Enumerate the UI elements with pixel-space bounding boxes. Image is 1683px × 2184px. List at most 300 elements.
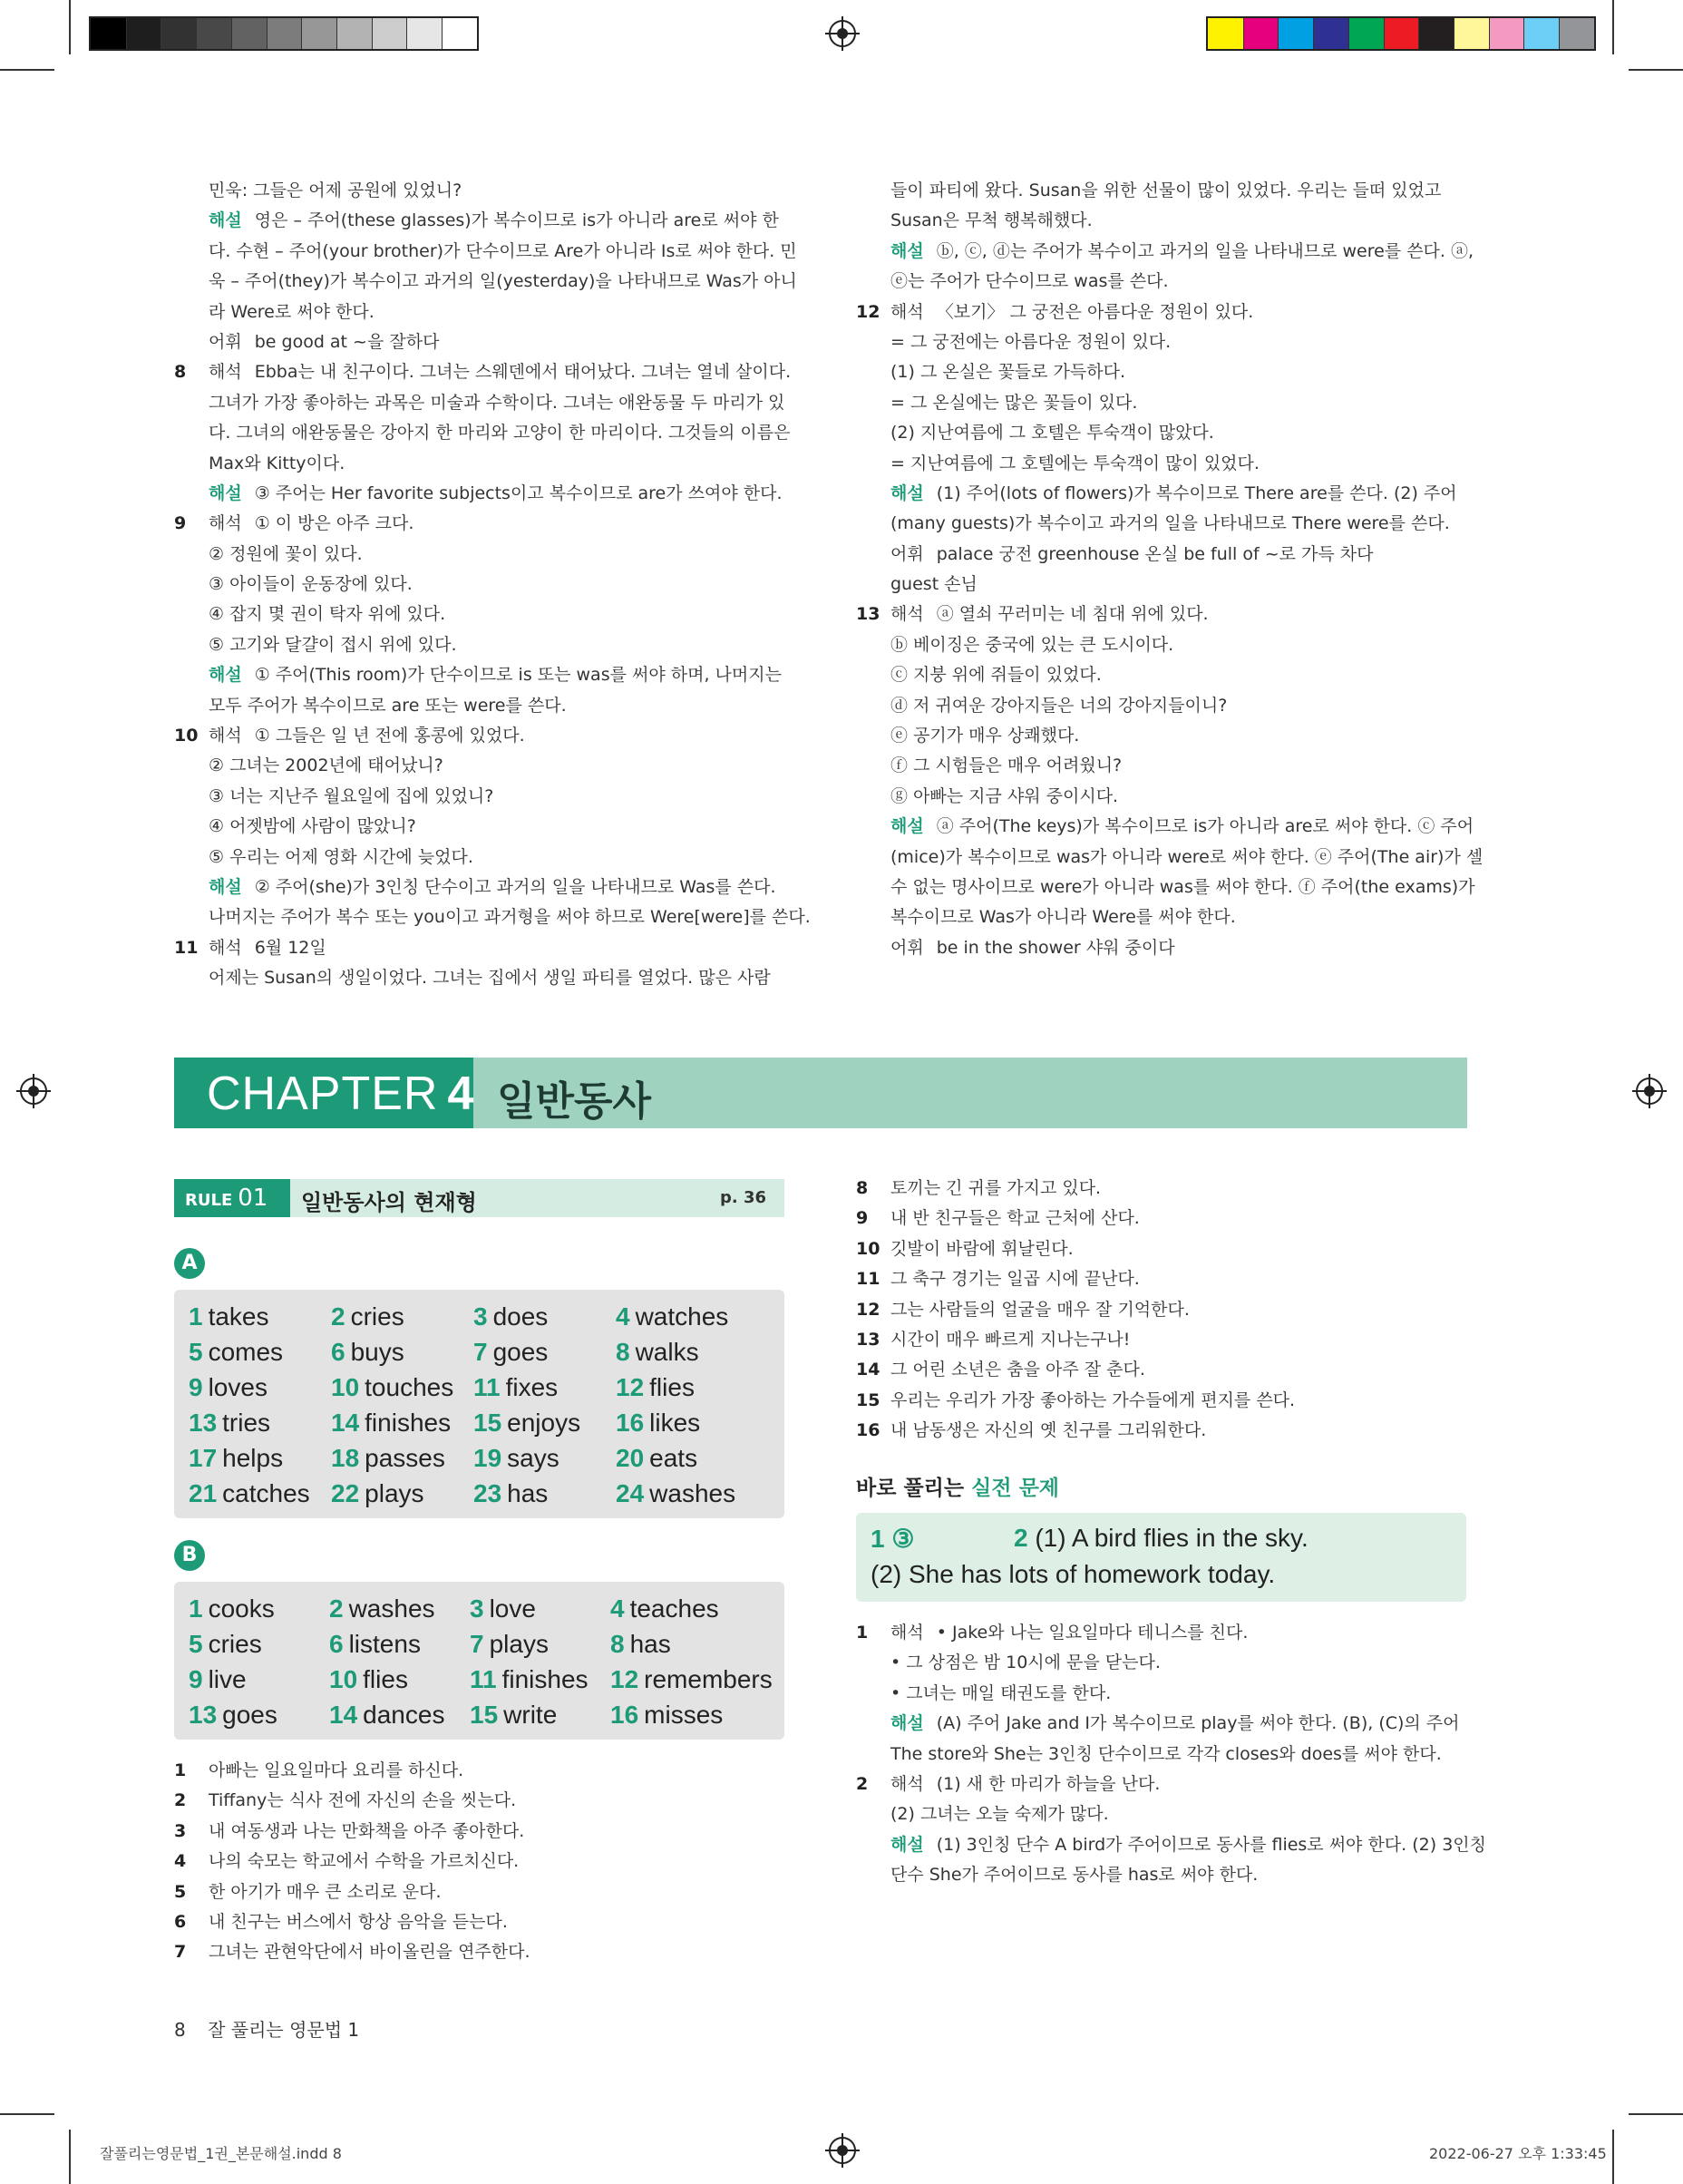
answer-number: 1 [189,1302,203,1331]
translation-line [174,1756,791,1786]
text-line [856,721,1473,751]
item-number: 6 [174,1911,187,1932]
answer-number: 10 [331,1373,360,1401]
translation-line [174,1847,791,1877]
translation-label: 해석 [209,362,242,383]
line-text: 내 반 친구들은 학교 근처에 산다. [890,1208,1140,1229]
book-title: 잘 풀리는 영문법 1 [208,2019,360,2041]
line-text: ③ 너는 지난주 월요일에 집에 있었니? [209,785,494,806]
answer-number: 16 [610,1701,639,1729]
translation-label: 해석 [890,604,924,625]
answer-cell [616,1334,758,1370]
color-swatch [406,18,442,49]
text-line [856,873,1473,902]
line-text: palace 궁전 greenhouse 온실 be full of ~로 가득 차다 [936,543,1374,564]
answer-number: 7 [473,1338,488,1366]
line-text: (many guests)가 복수이고 과거의 일을 나타내므로 There were를 쓴다. [890,513,1450,534]
registration-mark-bottom [829,2137,856,2164]
line-text: 라 Were로 써야 한다. [209,301,375,322]
rule-page-ref: p. 36 [719,1188,766,1207]
translation-label: 해석 [209,726,242,746]
text-line [174,267,797,297]
answer-word: live [208,1665,247,1693]
line-text: 다. 그녀의 애완동물은 강아지 한 마리와 고양이 한 마리이다. 그것들의 이름은 [209,423,791,444]
item-number: 2 [856,1773,869,1794]
text-line [174,902,811,932]
answer-cell [189,1476,331,1511]
answer-number: 15 [470,1701,499,1729]
line-text: 〈보기〉 그 궁전은 아름다운 정원이 있다. [936,301,1254,322]
color-swatch [1313,18,1348,49]
translation-line [856,1174,1473,1204]
line-text: (1) 주어(lots of flowers)가 복수이므로 There are를 쓴다. (2) 주어 [936,483,1457,503]
line-text: = 지난여름에 그 호텔에는 투숙객이 많이 있었다. [890,453,1260,473]
answer-cell [473,1405,616,1440]
text-line [856,1830,1486,1860]
color-swatch [1523,18,1559,49]
answer-cell [331,1334,473,1370]
item-number: 11 [174,937,199,958]
answer-number: 8 [616,1338,630,1366]
color-swatch [1559,18,1594,49]
text-line [856,660,1473,690]
text-line [174,176,791,206]
rule-header [174,1179,784,1217]
line-text: Tiffany는 식사 전에 자신의 손을 씻는다. [209,1790,517,1811]
line-text: ⓒ 지붕 위에 쥐들이 있었다. [890,665,1102,686]
chapter-title: 일반동사 [497,1078,652,1125]
vocab-label: 어휘 [209,331,242,352]
text-line [174,691,791,721]
color-swatch [231,18,267,49]
translation-line [856,1264,1473,1294]
explanation-label: 해설 [209,876,242,897]
answer-cell [610,1697,764,1732]
text-line [174,721,791,751]
text-line [856,1679,1473,1709]
translation-line [856,1325,1473,1355]
line-text: 민욱: 그들은 어제 공원에 있었니? [209,180,462,200]
text-line [856,1709,1473,1739]
answer-word: passes [365,1444,445,1472]
color-swatch [442,18,477,49]
line-text: ③ 아이들이 운동장에 있다. [209,574,413,595]
translation-line [856,1416,1473,1446]
text-line [856,509,1473,539]
answer-cell [189,1662,329,1697]
answer-word: has [507,1479,549,1507]
answer-word: cries [350,1302,404,1331]
answer-cell [331,1440,473,1476]
answer-number: 17 [189,1444,218,1472]
line-text: 모두 주어가 복수이므로 are 또는 were를 쓴다. [209,695,567,716]
line-text: ⓐ 열쇠 꾸러미는 네 침대 위에 있다. [936,604,1209,625]
answer-number: 22 [331,1479,360,1507]
text-line [174,479,791,509]
answer-cell [189,1626,329,1662]
answer-number: 8 [610,1630,625,1658]
answer-cell [329,1591,470,1626]
answer-number: 4 [610,1594,625,1623]
explanation-label: 해설 [890,240,924,261]
line-text: = 그 궁전에는 아름다운 정원이 있다. [890,331,1172,352]
line-text: (2) 그녀는 오늘 숙제가 많다. [890,1804,1109,1825]
color-swatch [1384,18,1419,49]
translation-line [174,1817,791,1847]
line-text: Susan은 무척 행복해했다. [890,210,1093,231]
registration-mark-right [1636,1077,1663,1105]
line-text: 그 축구 경기는 일곱 시에 끝난다. [890,1269,1140,1290]
text-line [174,388,791,418]
line-text: 6월 12일 [254,937,326,958]
line-text: ⓐ 주어(The keys)가 복수이므로 is가 아니라 are로 써야 한다. ⓒ 주어 [936,816,1474,837]
line-text: (A) 주어 Jake and I가 복수이므로 play를 써야 한다. (B), (C)의 주어 [936,1713,1460,1734]
text-line [174,418,791,448]
explanation-label: 해설 [890,1834,924,1855]
answer-number: 3 [470,1594,484,1623]
line-text: Max와 Kitty이다. [209,453,345,473]
text-line [856,812,1473,842]
answer-word: likes [649,1409,701,1437]
item-number: 10 [856,1238,880,1259]
text-line [856,1740,1473,1770]
answer-word: touches [365,1373,454,1401]
line-text: 시간이 매우 빠르게 지나는구나! [890,1329,1131,1350]
line-text: (2) 지난여름에 그 호텔은 투숙객이 많았다. [890,423,1214,444]
item-number: 1 [856,1623,869,1643]
translation-label: 해석 [890,1773,924,1794]
text-line [174,782,791,812]
item-number: 14 [856,1360,880,1380]
answer-cell [470,1662,610,1697]
answer-word: says [507,1444,559,1472]
answer-word: teaches [629,1594,719,1623]
text-line [856,843,1484,873]
answer-word: finishes [501,1665,589,1693]
line-text: 들이 파티에 왔다. Susan을 위한 선물이 많이 있었다. 우리는 들떠 있었고 [890,180,1442,200]
color-swatch [1418,18,1454,49]
text-line [174,963,791,993]
text-line [174,751,791,781]
text-line [856,388,1473,418]
color-bar [1206,16,1596,51]
section-a-answers [174,1290,784,1518]
line-text: 깃발이 바람에 휘날린다. [890,1238,1074,1259]
text-line [856,206,1473,236]
answer-cell [329,1662,470,1697]
rule-title: 일반동사의 현재형 [301,1190,477,1215]
line-text: (mice)가 복수이므로 was가 아니라 were로 써야 한다. ⓔ 주어(The air)가 셀 [890,846,1484,867]
line-text: 내 친구는 버스에서 항상 음악을 듣는다. [209,1911,508,1932]
answer-number: 6 [329,1630,344,1658]
answer-cell [331,1299,473,1334]
text-line [174,357,791,387]
answer-word: buys [350,1338,404,1366]
answer-cell [610,1662,773,1697]
answer-cell [473,1370,616,1405]
answer-word: takes [208,1302,269,1331]
answer-number: 12 [610,1665,639,1693]
line-text: Ebba는 내 친구이다. 그녀는 스웨덴에서 태어났다. 그녀는 열네 살이다. [254,362,792,383]
answer-cell [616,1370,758,1405]
explanation-label: 해설 [209,665,242,686]
answer-word: remembers [644,1665,773,1693]
b-translations-left [174,1756,791,1968]
translation-line [174,1877,791,1907]
translation-label: 해석 [209,937,242,958]
text-line [174,630,791,660]
answer-number: 3 [473,1302,488,1331]
line-text: ① 주어(This room)가 단수이므로 is 또는 was를 써야 하며, 나머지는 [254,665,782,686]
text-line [856,237,1473,267]
item-number: 13 [856,1329,880,1350]
answer-cell [473,1440,616,1476]
translation-line [856,1386,1473,1416]
item-number: 9 [174,513,187,534]
text-line [856,1648,1473,1678]
line-text: be good at ~을 잘하다 [254,331,440,352]
text-line [174,660,791,690]
line-text: ⓔ 공기가 매우 상쾌했다. [890,726,1080,746]
text-line [856,600,1473,629]
line-text: ① 그들은 일 년 전에 홍콩에 있었다. [254,726,525,746]
color-swatch [1278,18,1313,49]
line-text: ⑤ 고기와 달걀이 접시 위에 있다. [209,634,457,655]
grayscale-bar [89,16,479,51]
answer-cell [189,1405,331,1440]
answer-number: 21 [189,1479,218,1507]
text-line [174,600,791,629]
answer-cell [189,1440,331,1476]
answer-cell [329,1626,470,1662]
line-text: guest 손님 [890,574,978,595]
color-swatch [301,18,336,49]
text-line [856,1860,1473,1890]
answer-number: 20 [616,1444,645,1472]
section-b-marker: B [174,1540,205,1571]
color-swatch [336,18,372,49]
answer-word: enjoys [507,1409,581,1437]
color-swatch [1348,18,1384,49]
answer-cell [470,1591,610,1626]
page-footer [174,2015,359,2042]
text-line [174,570,791,600]
text-line [856,1799,1473,1829]
answer-cell [616,1476,758,1511]
chapter-label: CHAPTER 4 [207,1068,475,1120]
text-line [856,570,1473,600]
item-number: 9 [856,1208,869,1229]
item-number: 11 [856,1269,880,1290]
explanation-label: 해설 [209,483,242,503]
translation-line [856,1295,1473,1325]
translation-line [856,1204,1473,1233]
line-text: ③ 주어는 Her favorite subjects이고 복수이므로 are가 쓰여야 한다. [254,483,783,503]
explanation-label: 해설 [209,210,242,231]
answer-number: 13 [189,1701,218,1729]
chapter-number: 4 [447,1068,475,1120]
color-swatch [126,18,161,49]
registration-mark-left [20,1077,47,1105]
vocab-label: 어휘 [890,937,924,958]
line-text: ⑤ 우리는 어제 영화 시간에 늦었다. [209,846,473,867]
color-swatch [1454,18,1489,49]
item-number: 7 [174,1942,187,1963]
registration-mark-top [829,20,856,47]
answer-number: 2 [331,1302,345,1331]
color-swatch [196,18,231,49]
item-number: 4 [174,1851,187,1872]
answer-word: plays [489,1630,549,1658]
line-text: 단수 She가 주어이므로 동사를 has로 써야 한다. [890,1865,1259,1886]
item-number: 2 [174,1790,187,1811]
answer-number: 12 [616,1373,645,1401]
answer-cell [189,1591,329,1626]
line-text: 욱 – 주어(they)가 복수이고 과거의 일(yesterday)을 나타내므로 Was가 아니 [209,271,797,292]
line-text: 복수이므로 Was가 아니라 Were를 써야 한다. [890,907,1236,928]
answer-cell [331,1405,473,1440]
text-line [174,540,791,570]
answer-word: comes [208,1338,284,1366]
text-line [856,902,1473,932]
item-number: 12 [856,1299,880,1320]
text-line [174,843,791,873]
text-line [856,630,1473,660]
answer-number: 14 [329,1701,358,1729]
text-line [856,479,1473,509]
answer-word: plays [365,1479,424,1507]
translation-line [856,1355,1473,1385]
answer-number: 13 [189,1409,218,1437]
explanation-label: 해설 [890,816,924,837]
answer-word: washes [348,1594,435,1623]
text-line [856,1770,1473,1799]
line-text: 수 없는 명사이므로 were가 아니라 was를 써야 한다. ⓕ 주어(the exams)가 [890,876,1475,897]
item-number: 13 [856,604,880,625]
answer-cell [189,1299,331,1334]
answer-number: 19 [473,1444,502,1472]
answer-cell [331,1370,473,1405]
translation-line [174,1907,791,1937]
text-line [174,327,791,357]
answer-word: fixes [505,1373,559,1401]
answer-cell [470,1626,610,1662]
answer-word: flies [363,1665,408,1693]
text-line [856,933,1473,963]
item-number: 10 [174,726,199,746]
line-text: • 그녀는 매일 태권도를 한다. [890,1682,1112,1703]
line-text: ① 이 방은 아주 크다. [254,513,414,534]
line-text: 우리는 우리가 가장 좋아하는 가수들에게 편지를 쓴다. [890,1389,1296,1410]
answer-number: 24 [616,1479,645,1507]
line-text: 어제는 Susan의 생일이었다. 그녀는 집에서 생일 파티를 열었다. 많은 사람 [209,968,771,989]
line-text: 나머지는 주어가 복수 또는 you이고 과거형을 써야 하므로 Were[were]를 쓴다. [209,907,811,928]
answer-number: 9 [189,1665,203,1693]
answer-word: flies [649,1373,695,1401]
answer-cell [616,1405,758,1440]
line-text: (1) 그 온실은 꽃들로 가득하다. [890,362,1126,383]
item-number: 12 [856,301,880,322]
text-line [174,509,791,539]
answer-word: tries [222,1409,271,1437]
text-line [856,449,1473,479]
color-swatch [161,18,196,49]
practice-title: 바로 풀리는 실전 문제 [856,1477,1060,1500]
text-line [856,782,1473,812]
line-text: = 그 온실에는 많은 꽃들이 있다. [890,392,1138,413]
line-text: ② 주어(she)가 3인칭 단수이고 과거의 일을 나타내므로 Was를 쓴다. [254,876,776,897]
answer-number: 14 [331,1409,360,1437]
line-text: The store와 She는 3인칭 단수이므로 각각 closes와 does를 써야 한다. [890,1743,1442,1764]
line-text: • 그 상점은 밤 10시에 문을 닫는다. [890,1653,1161,1673]
item-number: 8 [174,362,187,383]
page-number: 8 [174,2019,186,2041]
text-line [856,357,1473,387]
line-text: 토끼는 긴 귀를 가지고 있다. [890,1178,1102,1198]
rule-badge: RULE 01 [174,1179,290,1217]
line-text: (1) 3인칭 단수 A bird가 주어이므로 동사를 flies로 써야 한다. (2) 3인칭 [936,1834,1486,1855]
answer-number: 1 [189,1594,203,1623]
answer-number: 5 [189,1338,203,1366]
line-text: 다. 수현 – 주어(your brother)가 단수이므로 Are가 아니라 Is로 써야 한다. 민 [209,240,797,261]
answer-word: washes [649,1479,736,1507]
answer-cell [473,1334,616,1370]
color-swatch [372,18,407,49]
text-line [856,267,1473,297]
answer-number: 6 [331,1338,345,1366]
line-text: ⓑ 베이징은 중국에 있는 큰 도시이다. [890,634,1174,655]
color-swatch [1489,18,1524,49]
answer-cell [189,1370,331,1405]
answer-cell [329,1697,470,1732]
color-swatch [1208,18,1243,49]
text-line [174,933,791,963]
section-a-marker: A [174,1248,205,1279]
answer-cell [189,1697,329,1732]
line-text: 나의 숙모는 학교에서 수학을 가르치신다. [209,1851,520,1872]
line-text: 한 아기가 매우 큰 소리로 운다. [209,1881,442,1902]
line-text: (1) 새 한 마리가 하늘을 난다. [936,1773,1161,1794]
color-swatch [1243,18,1279,49]
answer-cell [189,1334,331,1370]
slug-datetime: 2022-06-27 오후 1:33:45 [1429,2145,1607,2162]
line-text: ⓕ 그 시험들은 매우 어려웠니? [890,756,1123,776]
right-column-text [856,176,1484,963]
item-number: 1 [174,1760,187,1780]
vocab-label: 어휘 [890,543,924,564]
answer-number: 4 [616,1302,630,1331]
line-text: 영은 – 주어(these glasses)가 복수이므로 is가 아니라 are로 써야 한 [254,210,779,231]
translation-label: 해석 [890,1623,924,1643]
answer-cell [610,1591,764,1626]
text-line [856,540,1473,570]
item-number: 3 [174,1820,187,1841]
answer-word: finishes [365,1409,452,1437]
b-translations-right [856,1174,1473,1447]
answer-word: love [489,1594,536,1623]
answer-word: eats [649,1444,698,1472]
answer-number: 7 [470,1630,484,1658]
line-text: ④ 어젯밤에 사람이 많았니? [209,816,416,837]
text-line [174,237,797,267]
item-number: 5 [174,1881,187,1902]
answer-number: 10 [329,1665,358,1693]
translation-line [856,1234,1473,1264]
text-line [856,1618,1473,1648]
slug-file: 잘풀리는영문법_1권_본문해설.indd 8 [100,2145,342,2162]
line-text: ② 정원에 꽃이 있다. [209,543,363,564]
answer-cell [616,1299,758,1334]
